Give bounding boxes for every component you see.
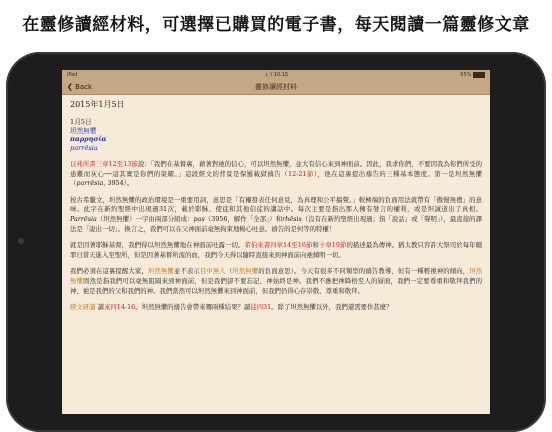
status-bar [62, 70, 490, 80]
scripture-link[interactable]: 來四14-16 [104, 303, 136, 312]
camera-dot [18, 238, 24, 244]
paragraph-4: 我們必須在這裏提醒大家，坦然無懼並不表示目中無人（坦然無懼的負面意思）。今天有很多不同類型的禱告教導，但有一種輕視神的傾向，坦然無懼固然是指我們可以毫無阻隔來到神面前，但是我們卻不要忘記，神始終是神。我們不應把神降格至人的層面，我們一定要尊重和敬拜我們的神，祂是我們的父和我們的神。我們當然可以坦然無懼來到神面前，但我們仍得心存崇敬、尊重和敬拜。 [70, 267, 483, 295]
chevron-left-icon: ❮ [67, 83, 73, 91]
article-content[interactable] [62, 95, 490, 313]
nav-title: 靈修讀經材料 [255, 83, 297, 91]
battery-icon [473, 72, 485, 78]
paragraph-2: 按古希臘文，坦然無懼的政治環境是一重要用詞，意思是「有權發表任何意見，為真理和公平搞聲。」較極端的負面用法就帶有「傲慢無禮」的意味。此字在新約聖經中出現過31次，載於耶穌、使徒和其他信徒的講話中。每次主要是指出那人擁有發言的權利，或是坦誠道出了真相。Parrēsia（坦然無懼）一字由兩部分組成：pas（3956，解作「全部」）和rhēsis（沒有在新約聖經出現過；指「說話」或「聲明」），最直接的譯法是「說出一切」。換言之，我們可以在父神面前毫無拘束地暢心吐意。禱告的是何等的特權！ [70, 195, 482, 233]
device-label: iPad [67, 72, 78, 78]
scripture-link[interactable]: 以弗所書三章12至13節 [70, 160, 138, 168]
navigation-bar [62, 80, 490, 95]
scripture-link[interactable]: 希伯來書四章14至16節 [244, 241, 313, 250]
date-heading: 2015年1月5日 [70, 100, 125, 109]
scripture-link[interactable]: 徒四31 [250, 303, 272, 312]
day-label: 1月5日 [70, 118, 92, 126]
paragraph-3: 就是因著耶穌基督，我們得以坦然無懼地在神面前吐露一切。希伯來書四章14至16節和十章19節的描述最為傳神。猶太教只容許大祭司於每年贖罪日當天進入至聖所，但是因著基督所流的血，我們今天得以隨時直接來到神面前向祂傾明一切。 [70, 241, 483, 259]
clock: 上午10:15 [263, 72, 289, 78]
word-title: 坦然無懼 [70, 126, 97, 135]
study-label: 經文研讀 [70, 303, 96, 312]
headline: 在靈修讀經材料，可選擇已購買的電子書，每天閱讀一篇靈修文章 [22, 15, 530, 35]
transliteration: parrēsia [70, 143, 98, 152]
paragraph-5: 經文研讀 讀來四14-16。坦然無懼的禱告會帶來哪兩種結果？讀徒四31。除了坦然無懼以外，我們還需要作甚麼？ [70, 303, 393, 312]
app-screen [62, 70, 490, 414]
battery-percent: 95% [460, 72, 472, 78]
back-label: Back [75, 83, 93, 91]
scripture-link[interactable]: 12-21節 [288, 169, 314, 178]
battery-indicator [460, 70, 485, 80]
scripture-link[interactable]: 十章19節 [318, 241, 347, 250]
back-button[interactable] [67, 80, 92, 94]
word-meta [70, 118, 482, 152]
greek-word: παρρησία [70, 135, 107, 143]
paragraph-1: 以弗所書三章12至13節說：「我們在基督裏，藉著對祂的信心，可以坦然無懼，並大有信心來到神面前。因此，我求你們，不要因我為你們所受的患難而灰心──這其實是你們的榮耀。」這段經文的背景是保羅載獄禱告（12-21節），他在這裏提出禱告的三種基本態度。第一是坦然無懼（parrēsia, 3954）。 [70, 160, 482, 188]
